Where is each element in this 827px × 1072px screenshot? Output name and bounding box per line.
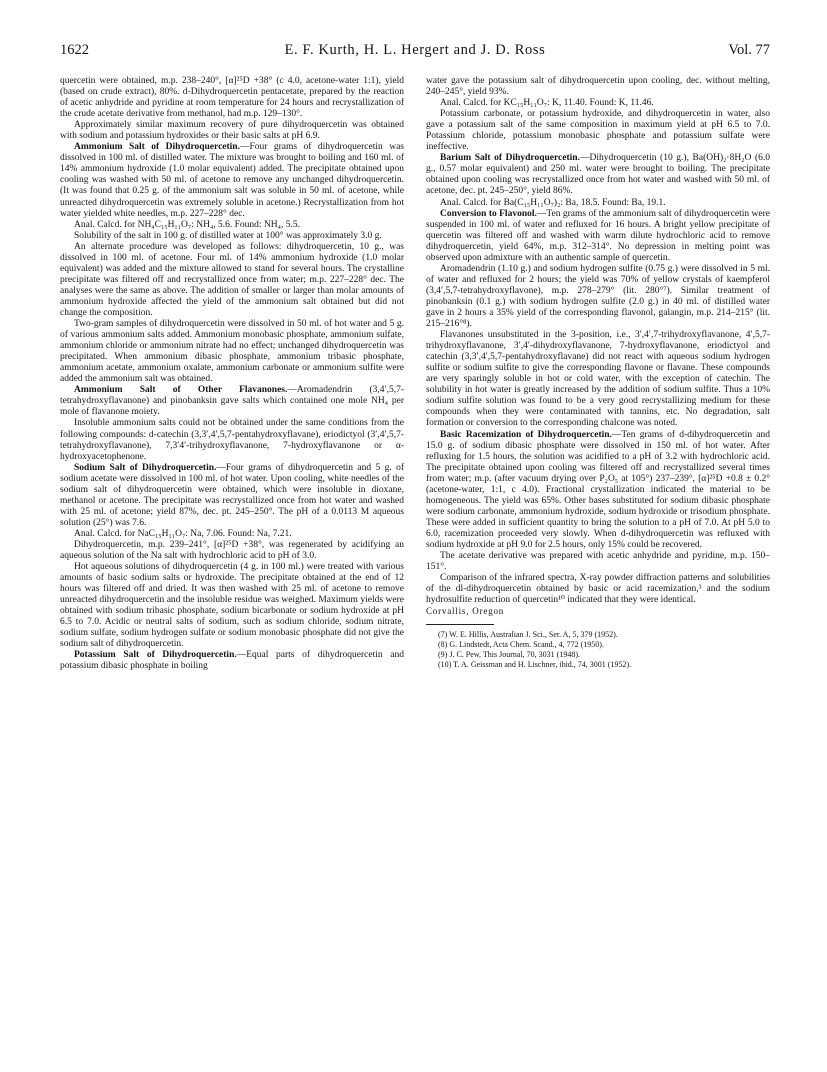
paragraph	[426, 551, 770, 573]
paragraph-text: Aromadendrin (1.10 g.) and sodium hydrogen sulfite (0.75 g.) were dissolved in 5 ml. of water and refluxed for 2 hours; the yield was 70% of yellow crystals of kaempferol (3,4′,5,7-tetrahydroxyflavone), m.p. 278–279° (lit. 280°⁷). Similar treatment of pinobanksin (0.1 g.) with sodium hydrogen sulfite (2.0 g.) in 40 ml. of distilled water gave in 2 hours a 35% yield of the corresponding flavonol, galangin, m.p. 214–215° (lit. 215–216°⁸).	[426, 263, 770, 330]
paragraph	[60, 529, 404, 540]
paragraph-text: —Equal parts of dihydroquercetin and potassium dibasic phosphate in boiling	[60, 650, 404, 672]
paragraph	[60, 540, 404, 562]
paragraph-text: Anal. Calcd. for NH₄C₁₅H₁₁O₇: NH₄, 5.6. Found: NH₄, 5.5.	[74, 219, 300, 230]
paragraph-text: An alternate procedure was developed as follows: dihydroquercetin, 10 g., was dissolved in 100 ml. of acetone. Four ml. of 14% ammonium hydroxide (1.0 molar equivalent) was added and the mixture allowed to stand for several hours. The crystalline precipitate was filtered off and recrystallized once from water; m.p. 227–228° dec. The analyses were the same as above. The addition of smaller or larger than molar amounts of ammonium hydroxide affected the yield of the ammonium salt obtained but did not change the composition.	[60, 241, 404, 318]
left-column	[60, 76, 404, 673]
footnote: (9) J. C. Pew, This Journal, 70, 3031 (1948).	[438, 650, 580, 660]
paragraph-text: —Aromadendrin (3,4′,5,7-tetrahydroxyflavanone) and pinobanksin gave salts which contained one mole NH₄ per mole of flavanone moiety.	[60, 385, 404, 418]
paragraph	[60, 120, 404, 142]
paragraph-text: Dihydroquercetin, m.p. 239–241°, [α]²⁵D +38°, was regenerated by acidifying an aqueous solution of the Na salt with hydrochloric acid to pH of 3.0.	[60, 539, 404, 562]
paragraph-text: Anal. Calcd. for KC₁₅H₁₁O₇: K, 11.40. Found: K, 11.46.	[440, 98, 654, 109]
paragraph	[60, 231, 404, 242]
right-column	[426, 76, 770, 670]
paragraph-text: —Four grams of dihydroquercetin was dissolved in 100 ml. of distilled water. The mixture was brought to boiling and 160 ml. of 14% ammonium hydroxide (1.0 molar equivalent) added. The precipitate obtained upon cooling was washed with 50 ml. of acetone to remove any unchanged dihydroquercetin. (It was found that 0.25 g. of the ammonium salt was soluble in 50 ml. of acetone, while unreacted dihydroquercetin was extremely soluble in acetone.) Recrystallization from hot water yielded white needles, m.p. 227–228° dec.	[60, 142, 404, 219]
footnote-rule	[426, 624, 494, 625]
paragraph-text: —Ten grams of d-dihydroquercetin and 15.0 g. of sodium dibasic phosphate were dissolved in 150 ml. of hot water. After refluxing for 1.5 hours, the solution was acidified to a pH of 3.2 with hydrochloric acid. The precipitate obtained upon cooling was filtered off and recrystallized several times from water; m.p. (after vacuum drying over P₂O₅ at 105°) 237–239°, [α]²⁵D +0.8 ± 0.2° (acetone-water, 1:1, c 4.0). Fractional crystallization indicated the material to be homogeneous. The yield was 65%. Other bases substituted for sodium dibasic phosphate were sodium carbonate, ammonium hydroxide, sodium hydroxide or trisodium phosphate. These were added in sufficient quantity to bring the solution to a pH of 7.0. At pH 5.0 to 6.0, racemization proceeded very slowly. When d-dihydroquercetin was refluxed with sodium hydroxide at pH 9.0 for 2.5 hours, only 15% could be recovered.	[426, 429, 770, 550]
paragraph	[426, 198, 770, 209]
paragraph-text: Flavanones unsubstituted in the 3-position, i.e., 3′,4′,7-trihydroxyflavanone, 4′,5,7-trihydroxyflavanone, 3′,4′-dihydroxyflavanone, 7-hydroxyflavanone, eriodictyol and catechin (3,3′,4′,5,7-pentahydroxyflavane) did not react with aqueous sodium hydrogen sulfite or sodium sulfite to give the corresponding flavone or flavane. These compounds are very sparingly soluble in hot or cold water, with the exception of catechin. The solubility in hot water is greatly increased by the addition of sodium sulfite. Thus a 10% sodium sulfite solution was found to be a very good recrystallizing medium for these compounds when they were contaminated with tannins, etc. No degradation, salt formation or conversion to the corresponding chalcone was noted.	[426, 330, 770, 429]
paragraph	[60, 385, 404, 418]
paragraph	[426, 209, 770, 264]
paragraph-text: Anal. Calcd. for Ba(C₁₅H₁₁O₇)₂: Ba, 18.5. Found: Ba, 19.1.	[440, 197, 666, 208]
paragraph	[60, 220, 404, 231]
footnote: (7) W. E. Hillis, Australian J. Sci., Ser. A, 5, 379 (1952).	[438, 630, 618, 640]
paragraph-text: water gave the potassium salt of dihydroquercetin upon cooling, dec. without melting, 240–245°, yield 93%.	[426, 76, 770, 98]
paragraph-text: Solubility of the salt in 100 g. of distilled water at 100° was approximately 3.0 g.	[74, 230, 382, 241]
running-title: E. F. Kurth, H. L. Hergert and J. D. Ross	[284, 42, 546, 58]
paragraph	[426, 109, 770, 153]
section-heading: Conversion to Flavonol.	[440, 208, 537, 219]
paragraph	[426, 153, 770, 197]
paragraph	[60, 319, 404, 385]
paragraph-text: Approximately similar maximum recovery of pure dihydroquercetin was obtained with sodium and potassium hydroxides or their basic salts at pH 6.9.	[60, 120, 404, 142]
paragraph	[426, 430, 770, 552]
paragraph	[426, 98, 770, 109]
paragraph	[60, 142, 404, 219]
footnote: (10) T. A. Geissman and H. Lischner, ibid., 74, 3001 (1952).	[438, 660, 632, 670]
paragraph-text: Two-gram samples of dihydroquercetin were dissolved in 50 ml. of hot water and 5 g. of various ammonium salts added. Ammonium monobasic phosphate, ammonium sulfate, ammonium chloride or ammonium nitrate had no effect; unchanged dihydroquercetin was precipitated. When ammonium dibasic phosphate, ammonium tribasic phosphate, ammonium acetate, ammonium oxalate, ammonium carbonate or ammonium sulfite were added the ammonium salt was obtained.	[60, 319, 404, 385]
paragraph-text: —Dihydroquercetin (10 g.), Ba(OH)₂·8H₂O (6.0 g., 0.57 molar equivalent) and 250 ml. water were brought to boiling. The precipitate obtained upon cooling was recrystallized once from hot water and washed with 50 ml. of acetone, dec. pt. 245–250°, yield 86%.	[426, 153, 770, 197]
paragraph-text: Insoluble ammonium salts could not be obtained under the same conditions from the following compounds: d-catechin (3,3′,4′,5,7-pentahydroxyflavane), eriodictyol (3′,4′,5,7-tetrahydroxyflavanone), 7,3′4′-trihydroxyflavanone, 7-hydroxyflavanone or α-hydroxyacetophenone.	[60, 418, 404, 462]
paragraph-text: Hot aqueous solutions of dihydroquercetin (4 g. in 100 ml.) were treated with various amounts of basic sodium salts or hydroxide. The precipitate obtained at the end of 12 hours was filtered off and dried. It was then washed with 25 ml. of acetone to remove unreacted dihydroquercetin and the insoluble residue was weighed. Maximum yields were obtained with sodium tribasic phosphate, sodium bicarbonate or sodium hydroxide at pH 6.5 to 7.0. Acidic or neutral salts of sodium, such as sodium chloride, sodium nitrate, sodium sulfate, sodium hydrogen sulfate or sodium monobasic phosphate did not give the sodium salt of dihydroquercetin.	[60, 562, 404, 650]
location-line: Corvallis, Oregon	[426, 606, 505, 617]
paragraph	[60, 463, 404, 529]
footnote: (8) G. Lindstedt, Acta Chem. Scand., 4, 772 (1950).	[438, 640, 604, 650]
section-heading: Sodium Salt of Dihydroquercetin.	[74, 462, 217, 473]
paragraph	[60, 242, 404, 319]
paragraph-text: Potassium carbonate, or potassium hydroxide, and dihydroquercetin in water, also gave a potassium salt of the same composition in maximum yield at pH 6.5 to 7.0. Potassium chloride, potassium monobasic phosphate and potassium sulfate were ineffective.	[426, 109, 770, 153]
paragraph	[60, 418, 404, 462]
section-heading: Barium Salt of Dihydroquercetin.	[440, 153, 580, 164]
paragraph-text: Anal. Calcd. for NaC₁₅H₁₁O₇: Na, 7.06. Found: Na, 7.21.	[74, 528, 292, 539]
paragraph-text: quercetin were obtained, m.p. 238–240°, [α]²⁵D +38° (c 4.0, acetone-water 1:1), yield (based on crude extract), 80%. d-Dihydroquercetin pentacetate, prepared by the reaction of acetic anhydride and pyridine at room temperature for 24 hours and recrystallization of the crude acetate derivative from methanol, had m.p. 129–130°.	[60, 76, 404, 120]
paragraph	[426, 76, 770, 98]
footnotes	[426, 630, 770, 670]
page-header	[60, 42, 770, 66]
paragraph	[60, 76, 404, 120]
section-heading: Ammonium Salt of Dihydroquercetin.	[74, 142, 240, 153]
section-heading: Basic Racemization of Dihydroquercetin.	[440, 429, 612, 440]
paragraph-text: Comparison of the infrared spectra, X-ray powder diffraction patterns and solubilities of the dl-dihydroquercetin obtained by basic or acid racemization,³ and the sodium hydrosulfite reduction of quercetin¹⁰ indicated that they were identical.	[426, 573, 770, 606]
paragraph-text: —Ten grams of the ammonium salt of dihydroquercetin were suspended in 100 ml. of water and refluxed for 16 hours. A bright yellow precipitate of quercetin was filtered off and washed with warm dilute hydrochloric acid to remove dihydroquercetin, yield 64%, m.p. 312–314°. No depression in melting point was observed upon admixture with an authentic sample of quercetin.	[426, 208, 770, 263]
volume-label: Vol. 77	[728, 42, 770, 58]
paragraph	[426, 573, 770, 606]
paragraph-text: The acetate derivative was prepared with acetic anhydride and pyridine, m.p. 150–151°.	[426, 551, 770, 573]
page-number: 1622	[60, 42, 89, 58]
section-heading: Potassium Salt of Dihydroquercetin.	[74, 650, 237, 661]
paragraph-text: —Four grams of dihydroquercetin and 5 g. of sodium acetate were dissolved in 100 ml. of hot water. Upon cooling, white needles of the sodium salt of dihydroquercetin were obtained, which were insoluble in dioxane, methanol or acetone. The precipitate was recrystallized once from hot water and washed with 25 ml. of acetone; yield 87%, dec. pt. 245–250°. The pH of a 0.0113 M aqueous solution (25°) was 7.6.	[60, 462, 404, 528]
paragraph	[60, 562, 404, 650]
right-column-body	[426, 76, 770, 606]
section-heading: Ammonium Salt of Other Flavanones.	[74, 385, 288, 396]
paragraph	[426, 330, 770, 429]
paragraph	[60, 650, 404, 672]
paragraph	[426, 264, 770, 330]
